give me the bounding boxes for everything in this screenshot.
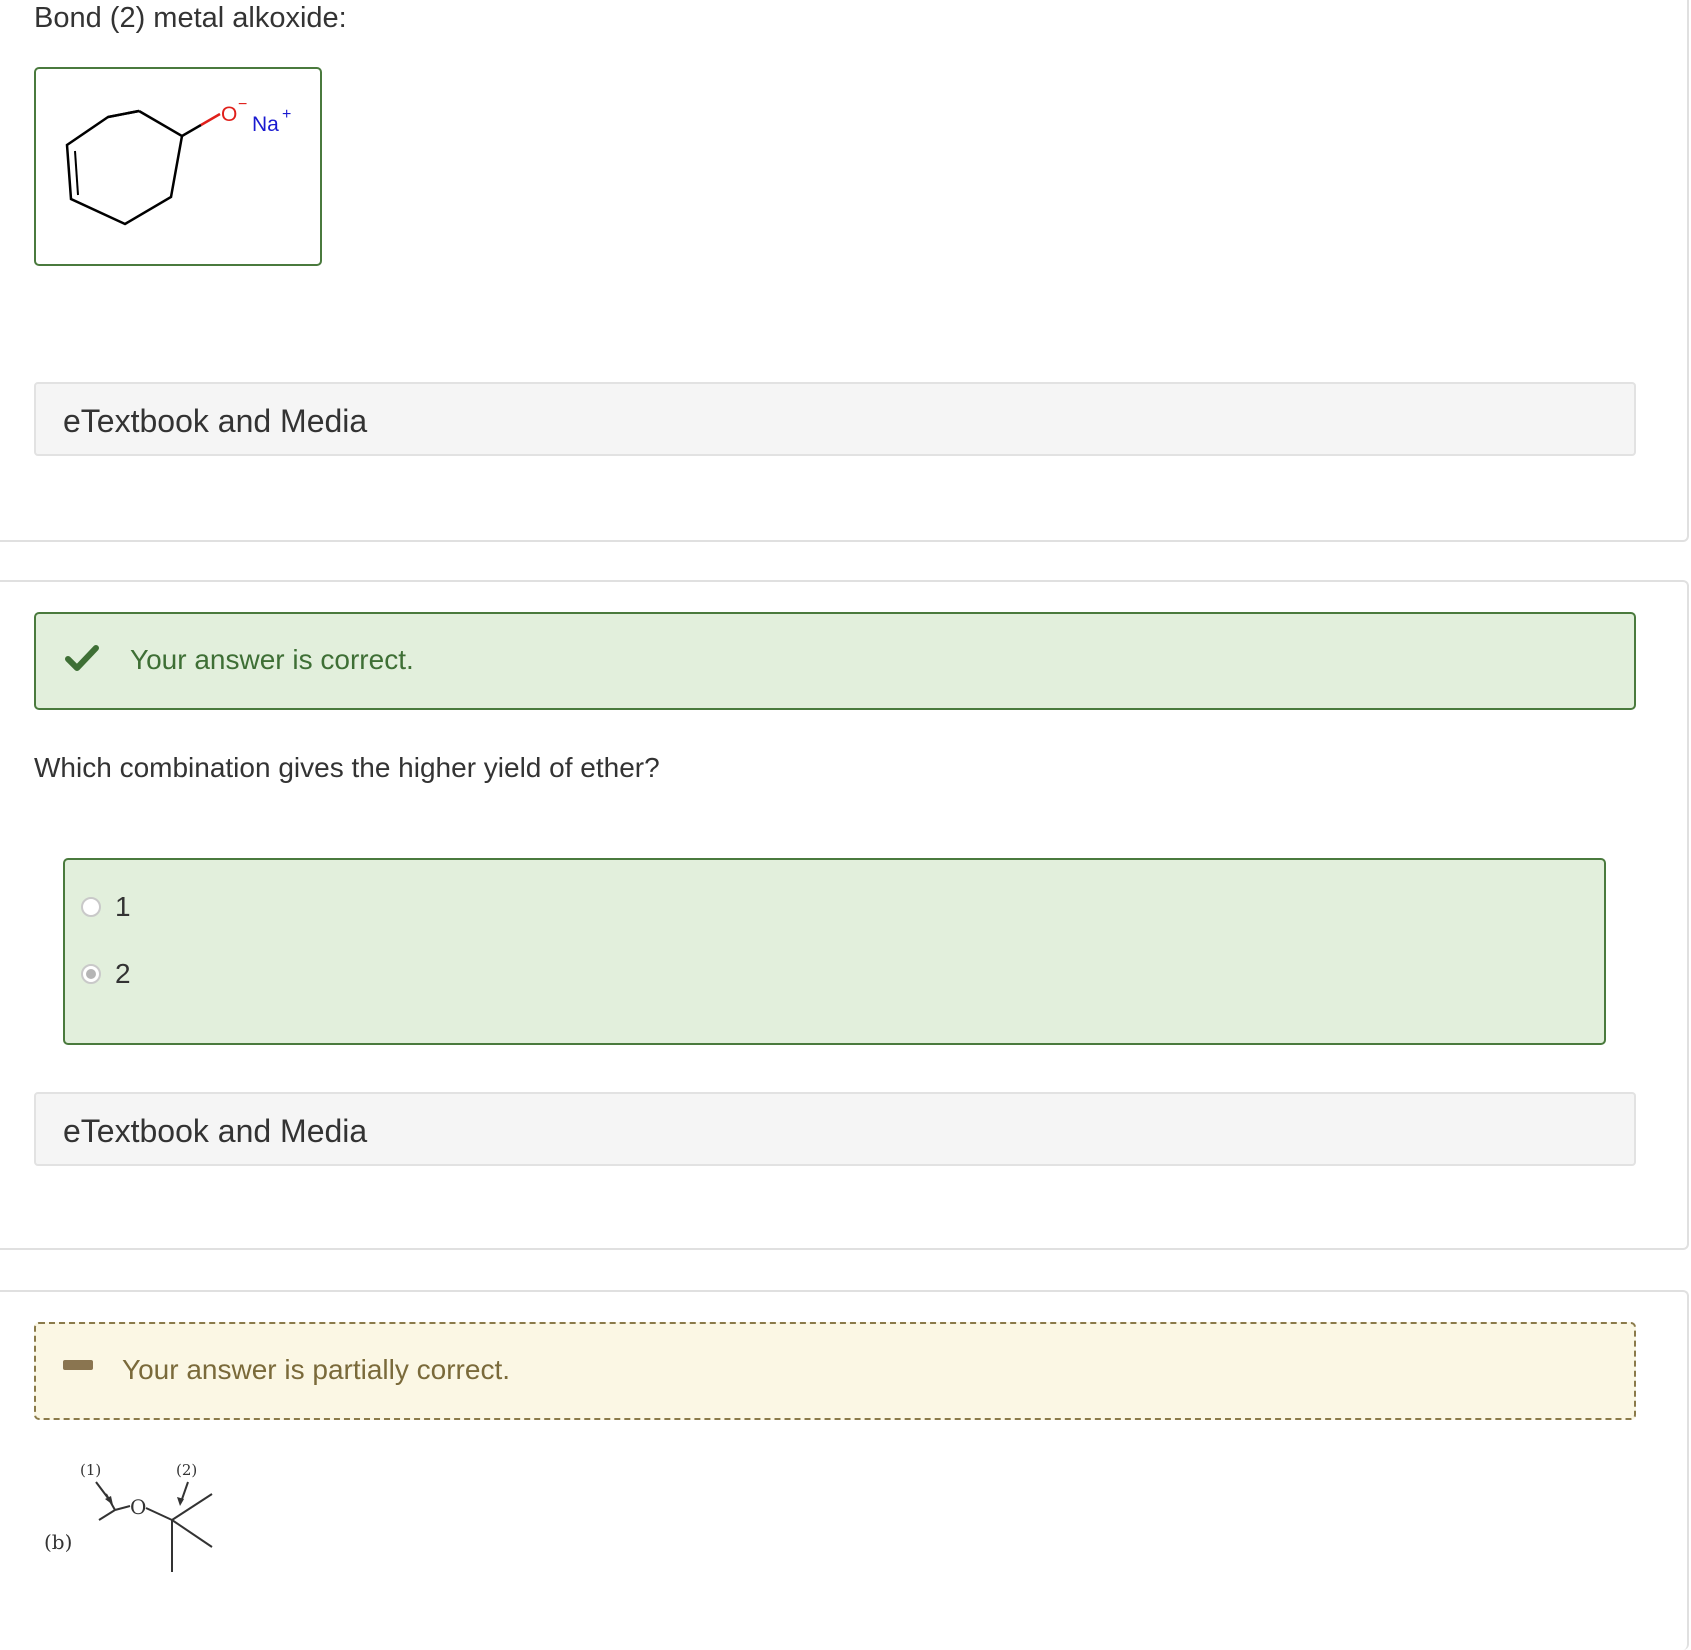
tert-butyl-bond	[172, 1520, 212, 1547]
cyclohexenyl-oxide-structure	[36, 69, 320, 264]
option-2-radio[interactable]	[81, 964, 101, 984]
question-text: Which combination gives the higher yield of ether?	[34, 752, 660, 783]
partial-feedback-banner	[34, 1322, 1636, 1420]
question-card-bond-2	[0, 0, 1689, 542]
isopropyl-bond	[99, 1510, 115, 1520]
positive-charge-label: +	[282, 106, 292, 123]
option-1[interactable]	[81, 890, 131, 924]
etextbook-media-label: eTextbook and Media	[63, 403, 368, 439]
c-o-bond-black	[182, 125, 201, 136]
etextbook-media-button[interactable]	[34, 382, 1636, 456]
section-heading: Bond (2) metal alkoxide:	[34, 2, 347, 34]
oxygen-atom-label: O	[221, 103, 238, 126]
ring-bond	[108, 111, 139, 117]
partial-dash-icon	[63, 1360, 93, 1370]
answer-options	[63, 858, 1606, 1045]
option-2-label: 2	[115, 958, 131, 989]
part-label: (b)	[44, 1530, 73, 1554]
feedback-message: Your answer is correct.	[130, 644, 414, 675]
etextbook-media-button[interactable]	[34, 1092, 1636, 1166]
c-o-bond-red	[201, 114, 220, 125]
negative-charge-label: −	[238, 96, 248, 113]
question-card-part-b	[0, 1290, 1689, 1650]
double-bond-line	[75, 151, 78, 195]
checkmark-icon	[64, 640, 100, 676]
ether-oxygen-label: O	[130, 1495, 147, 1519]
etextbook-media-label: eTextbook and Media	[63, 1113, 368, 1149]
c-o-bond	[115, 1506, 130, 1510]
bond-2-label: (2)	[176, 1461, 198, 1479]
o-c-bond	[146, 1508, 172, 1520]
option-1-radio[interactable]	[81, 897, 101, 917]
ring-bond	[67, 111, 182, 224]
sodium-atom-label: Na	[252, 113, 279, 136]
question-card-yield	[0, 580, 1689, 1250]
option-1-label: 1	[115, 891, 131, 922]
ether-structure-figure	[40, 1452, 240, 1602]
feedback-message: Your answer is partially correct.	[122, 1354, 511, 1385]
alkoxide-structure-box	[34, 67, 322, 266]
option-2[interactable]	[81, 957, 131, 991]
correct-feedback-banner	[34, 612, 1636, 710]
bond-1-label: (1)	[80, 1461, 102, 1479]
